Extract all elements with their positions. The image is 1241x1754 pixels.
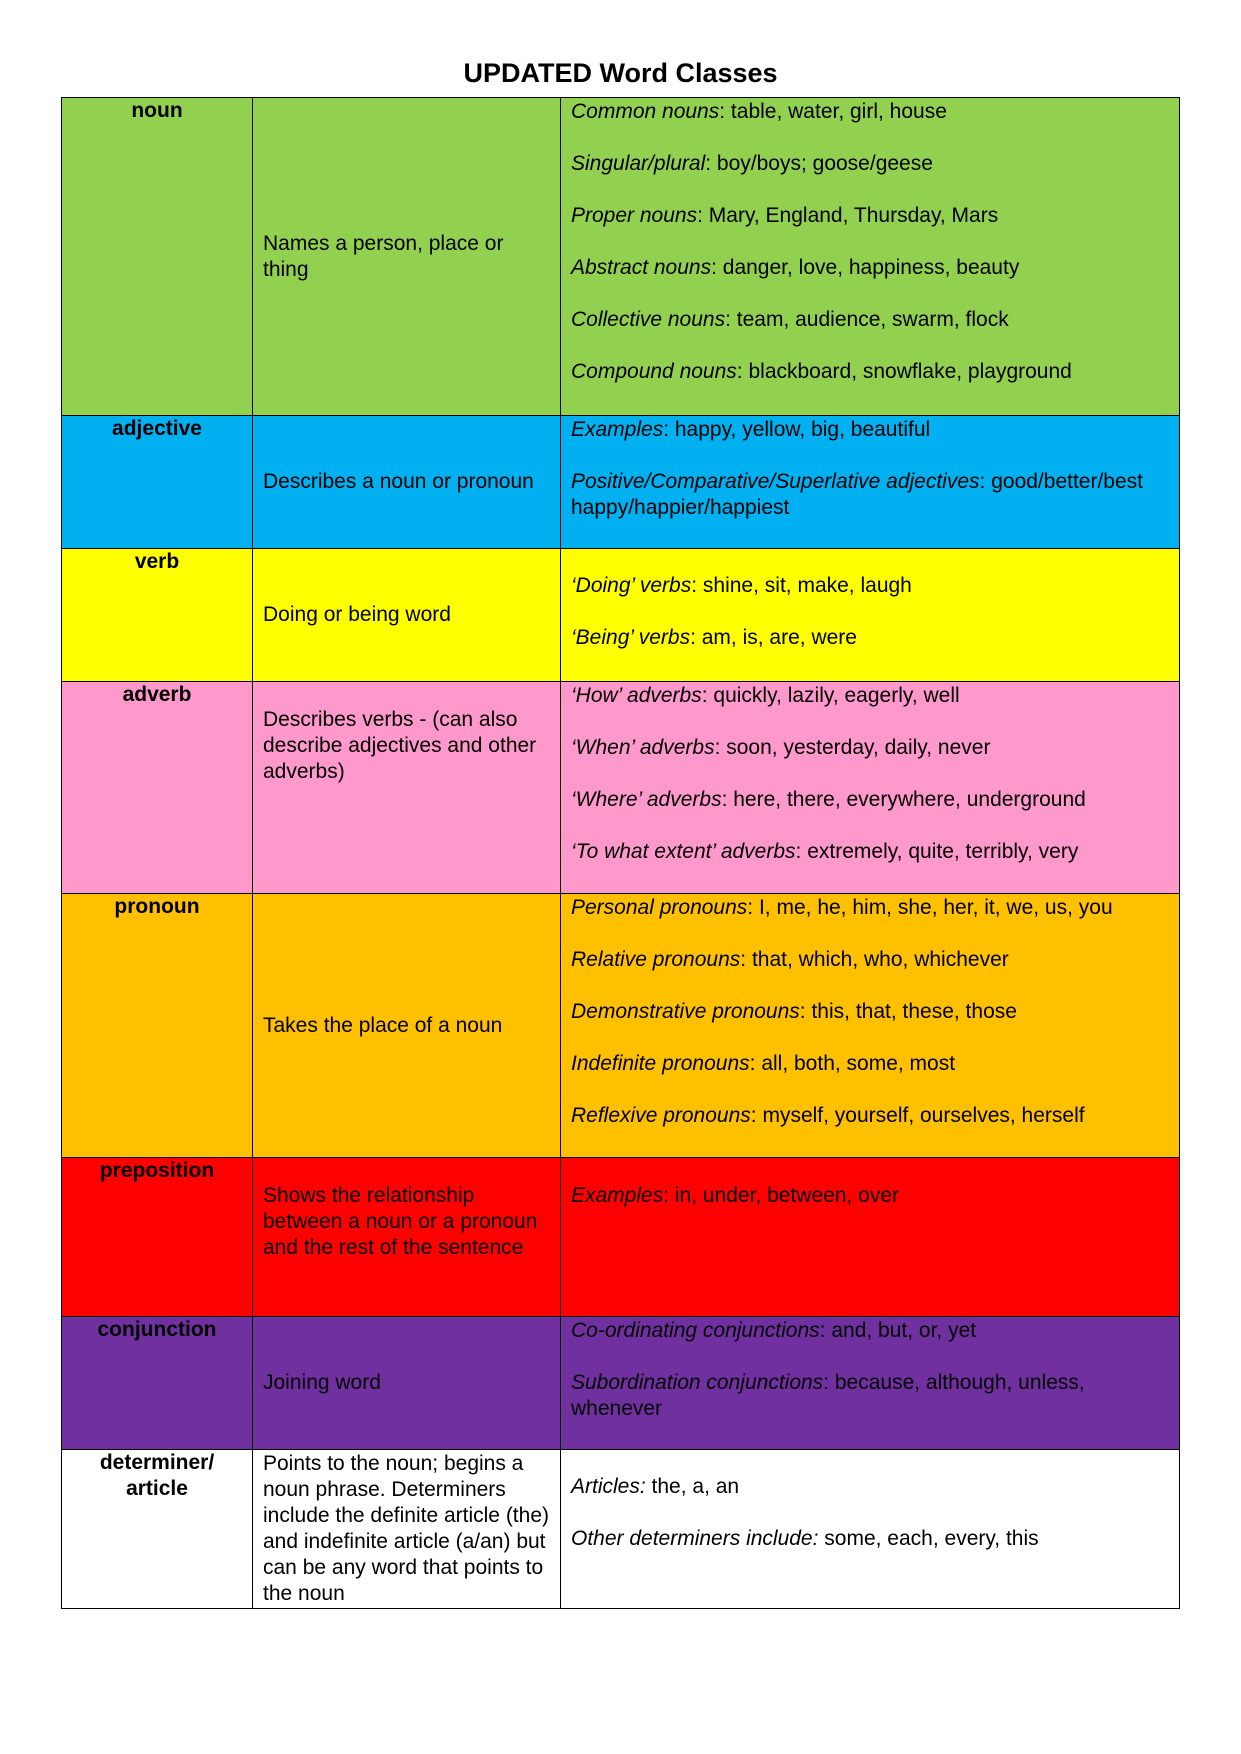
example-label: Positive/Comparative/Superlative adjectives — [571, 470, 980, 493]
word-class-name: noun — [62, 98, 253, 416]
word-class-definition: Joining word — [253, 1317, 561, 1450]
example-separator: : — [701, 684, 708, 707]
example-separator: : — [663, 418, 670, 441]
example-label: Co-ordinating conjunctions — [571, 1319, 820, 1342]
example-label: Indefinite pronouns — [571, 1052, 750, 1075]
example-label: Reflexive pronouns — [571, 1104, 751, 1127]
word-class-name: adverb — [62, 682, 253, 894]
example-separator: : — [705, 152, 712, 175]
word-class-definition: Takes the place of a noun — [253, 894, 561, 1158]
word-class-row — [62, 1450, 1180, 1609]
example-separator: : — [697, 204, 703, 227]
example-separator: : — [749, 1052, 756, 1075]
word-class-definition: Describes verbs - (can also describe adjectives and other adverbs) — [253, 682, 561, 894]
example-separator: : — [711, 256, 717, 279]
example-separator: : — [736, 360, 743, 383]
example-label: ‘To what extent’ adverbs — [571, 840, 796, 863]
example-words: team, audience, swarm, flock — [730, 308, 1009, 331]
example-separator: : — [690, 626, 696, 649]
example-separator: : — [721, 788, 728, 811]
word-classes-table — [61, 97, 1180, 1609]
example-label: Articles: — [571, 1475, 646, 1498]
example-line — [571, 625, 1169, 651]
example-label: Abstract nouns — [571, 256, 712, 279]
example-line — [571, 683, 1169, 709]
word-class-examples — [561, 682, 1180, 894]
example-separator: : — [714, 736, 721, 759]
example-label: Personal pronouns — [571, 896, 748, 919]
word-class-examples — [561, 98, 1180, 416]
example-words: some, each, every, this — [818, 1527, 1039, 1550]
example-label: Examples — [571, 1184, 664, 1207]
example-words: I, me, he, him, she, her, it, we, us, you — [753, 896, 1113, 919]
word-class-row — [62, 1158, 1180, 1317]
example-separator: : — [691, 574, 698, 597]
example-separator: : — [750, 1104, 757, 1127]
example-line — [571, 947, 1169, 973]
example-words: the, a, an — [645, 1475, 740, 1498]
example-line — [571, 895, 1169, 921]
example-words: that, which, who, whichever — [746, 948, 1009, 971]
word-class-name: pronoun — [62, 894, 253, 1158]
example-words: Mary, England, Thursday, Mars — [702, 204, 999, 227]
example-label: Compound nouns — [571, 360, 737, 383]
example-words: extremely, quite, terribly, very — [801, 840, 1079, 863]
example-separator: : — [725, 308, 731, 331]
word-class-row — [62, 549, 1180, 682]
word-class-name: determiner/ article — [62, 1450, 253, 1609]
example-separator: : — [979, 470, 986, 493]
example-words: in, under, between, over — [669, 1184, 900, 1207]
example-separator: : — [719, 100, 726, 123]
word-class-row — [62, 1317, 1180, 1450]
example-words: am, is, are, were — [695, 626, 857, 649]
word-class-row — [62, 682, 1180, 894]
word-class-name: adjective — [62, 416, 253, 549]
word-class-examples — [561, 1317, 1180, 1450]
word-class-name: preposition — [62, 1158, 253, 1317]
example-separator: : — [823, 1371, 830, 1394]
word-class-definition: Points to the noun; begins a noun phrase. Determiners include the definite article (the) and indefinite article (a/an) but can be any word that points to the noun — [253, 1450, 561, 1609]
word-class-examples — [561, 549, 1180, 682]
word-class-examples — [561, 416, 1180, 549]
example-words: boy/boys; goose/geese — [711, 152, 933, 175]
example-words: blackboard, snowflake, playground — [742, 360, 1072, 383]
example-line — [571, 151, 1169, 177]
example-line — [571, 999, 1169, 1025]
example-line — [571, 1103, 1169, 1129]
example-line — [571, 787, 1169, 813]
word-class-definition: Names a person, place or thing — [253, 98, 561, 416]
example-line — [571, 255, 1169, 281]
example-label: Singular/plural — [571, 152, 706, 175]
example-words: this, that, these, those — [805, 1000, 1017, 1023]
example-label: ‘When’ adverbs — [571, 736, 715, 759]
word-class-examples — [561, 894, 1180, 1158]
example-separator: : — [663, 1184, 670, 1207]
example-words: happy, yellow, big, beautiful — [669, 418, 931, 441]
example-label: Other determiners include: — [571, 1527, 819, 1550]
example-words: myself, yourself, ourselves, herself — [756, 1104, 1085, 1127]
example-line — [571, 203, 1169, 229]
example-separator: : — [795, 840, 802, 863]
example-label: Common nouns — [571, 100, 720, 123]
example-separator: : — [747, 896, 754, 919]
word-class-row — [62, 416, 1180, 549]
example-label: ‘Doing’ verbs — [571, 574, 692, 597]
example-separator: : — [799, 1000, 806, 1023]
example-line — [571, 1318, 1169, 1344]
word-class-examples — [561, 1158, 1180, 1317]
example-label: ‘How’ adverbs — [571, 684, 702, 707]
example-label: Subordination conjunctions — [571, 1371, 824, 1394]
word-class-row — [62, 894, 1180, 1158]
word-class-row — [62, 98, 1180, 416]
example-words: good/better/best happy/happier/happiest — [571, 470, 1161, 519]
example-line — [571, 839, 1169, 865]
example-line — [571, 735, 1169, 761]
example-line — [571, 359, 1169, 385]
example-words: quickly, lazily, eagerly, well — [707, 684, 960, 707]
example-line — [571, 1474, 1169, 1500]
word-class-name: verb — [62, 549, 253, 682]
word-class-examples — [561, 1450, 1180, 1609]
example-words: here, there, everywhere, underground — [727, 788, 1086, 811]
word-class-definition: Shows the relationship between a noun or a pronoun and the rest of the sentence — [253, 1158, 561, 1317]
example-separator: : — [819, 1319, 826, 1342]
example-label: Relative pronouns — [571, 948, 741, 971]
example-words: danger, love, happiness, beauty — [716, 256, 1020, 279]
example-label: Demonstrative pronouns — [571, 1000, 800, 1023]
example-words: soon, yesterday, daily, never — [720, 736, 991, 759]
example-words: shine, sit, make, laugh — [697, 574, 912, 597]
example-line — [571, 307, 1169, 333]
example-label: ‘Where’ adverbs — [571, 788, 722, 811]
example-line — [571, 469, 1169, 521]
word-class-definition: Describes a noun or pronoun — [253, 416, 561, 549]
example-label: Examples — [571, 418, 664, 441]
example-line — [571, 417, 1169, 443]
page-title: UPDATED Word Classes — [463, 58, 778, 88]
example-label: Collective nouns — [571, 308, 726, 331]
example-label: ‘Being’ verbs — [571, 626, 691, 649]
word-class-definition: Doing or being word — [253, 549, 561, 682]
example-words: and, but, or, yet — [825, 1319, 977, 1342]
example-words: all, both, some, most — [755, 1052, 956, 1075]
example-line — [571, 573, 1169, 599]
example-separator: : — [740, 948, 747, 971]
example-line — [571, 99, 1169, 125]
example-label: Proper nouns — [571, 204, 698, 227]
example-line — [571, 1051, 1169, 1077]
word-class-name: conjunction — [62, 1317, 253, 1450]
example-words: table, water, girl, house — [725, 100, 947, 123]
example-line — [571, 1370, 1169, 1422]
example-line — [571, 1183, 1169, 1209]
example-words: because, although, unless, whenever — [571, 1371, 1091, 1420]
example-line — [571, 1526, 1169, 1552]
